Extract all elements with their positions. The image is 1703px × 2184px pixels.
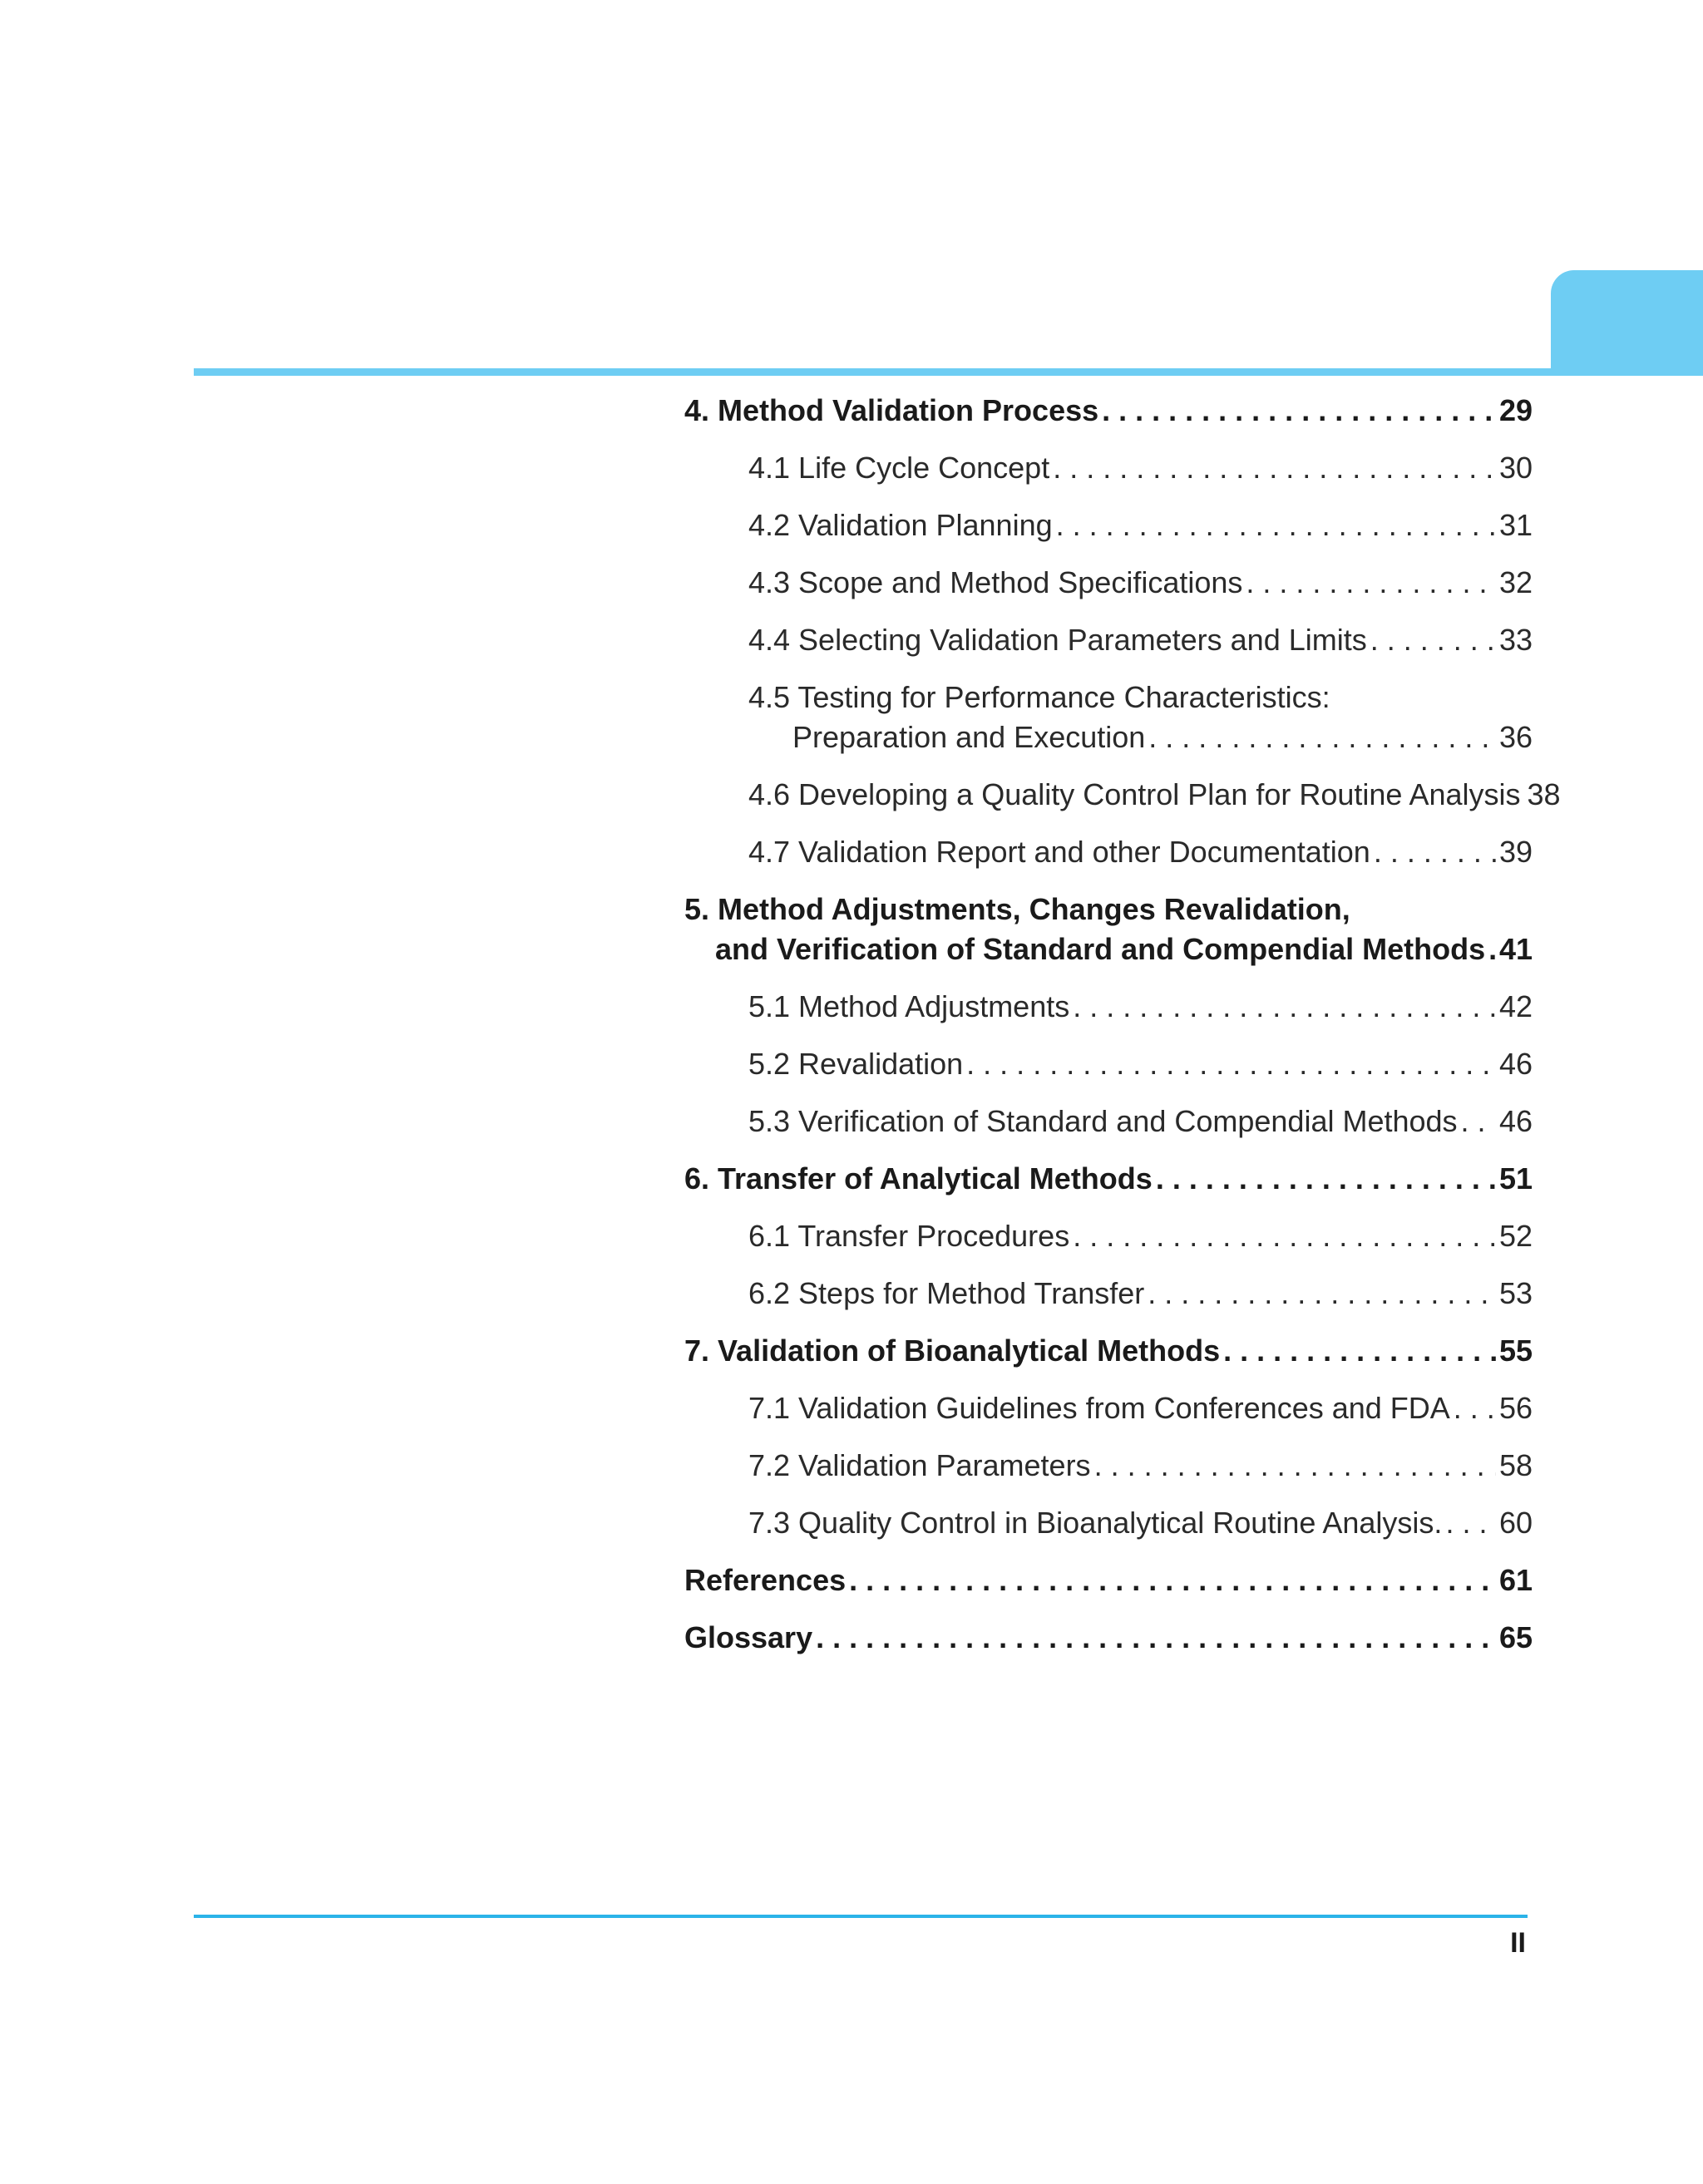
toc-entry-page: 58 bbox=[1498, 1448, 1533, 1482]
toc-entry-page: 33 bbox=[1498, 623, 1533, 657]
toc-entry-title: 6. Transfer of Analytical Methods bbox=[684, 1161, 1153, 1196]
toc-entry-page: 39 bbox=[1498, 835, 1533, 869]
dot-leader bbox=[1148, 1274, 1496, 1314]
table-of-contents bbox=[684, 391, 1561, 1675]
toc-entry-title: 4. Method Validation Process bbox=[684, 393, 1099, 427]
toc-entry-title-continued: Preparation and Execution bbox=[792, 720, 1146, 754]
dot-leader bbox=[1461, 1102, 1496, 1141]
toc-entry-title: 4.4 Selecting Validation Parameters and Limits bbox=[748, 623, 1367, 657]
toc-entry-5-2[interactable] bbox=[684, 1044, 1533, 1084]
corner-tab bbox=[1551, 270, 1703, 376]
dot-leader bbox=[1094, 1446, 1496, 1486]
toc-entry-7-2[interactable] bbox=[684, 1446, 1533, 1486]
toc-entry-title: 4.6 Developing a Quality Control Plan for Routine Analysis bbox=[748, 777, 1521, 811]
dot-leader bbox=[1053, 448, 1496, 488]
toc-entry-page: 65 bbox=[1498, 1620, 1533, 1654]
dot-leader bbox=[966, 1044, 1496, 1084]
toc-entry-6[interactable] bbox=[684, 1159, 1533, 1199]
dot-leader bbox=[1073, 1216, 1496, 1256]
toc-entry-page: 60 bbox=[1498, 1506, 1533, 1540]
dot-leader bbox=[1246, 563, 1496, 603]
toc-entry-title: 4.5 Testing for Performance Characteristics: bbox=[748, 680, 1330, 714]
toc-entry-title: 5.2 Revalidation bbox=[748, 1047, 964, 1081]
toc-entry-page: 30 bbox=[1498, 451, 1533, 485]
toc-entry-page: 38 bbox=[1527, 777, 1561, 811]
toc-entry-title: 5. Method Adjustments, Changes Revalidation, bbox=[684, 892, 1350, 926]
toc-entry-7-3[interactable] bbox=[684, 1503, 1533, 1543]
toc-entry-page: 56 bbox=[1498, 1391, 1533, 1425]
dot-leader bbox=[1073, 987, 1496, 1027]
toc-entry-page: 32 bbox=[1498, 565, 1533, 599]
toc-entry-page: 61 bbox=[1498, 1563, 1533, 1597]
page-number: II bbox=[1510, 1927, 1526, 1959]
toc-entry-title: 7.2 Validation Parameters bbox=[748, 1448, 1091, 1482]
dot-leader bbox=[1148, 717, 1496, 757]
toc-entry-4-2[interactable] bbox=[684, 505, 1533, 545]
toc-entry-4-6[interactable] bbox=[684, 775, 1561, 815]
toc-entry-title: References bbox=[684, 1563, 847, 1597]
toc-entry-title: 7. Validation of Bioanalytical Methods bbox=[684, 1334, 1221, 1368]
toc-entry-7-1[interactable] bbox=[684, 1388, 1533, 1428]
toc-entry-7[interactable] bbox=[684, 1331, 1533, 1371]
toc-entry-title: 5.3 Verification of Standard and Compendial Methods bbox=[748, 1104, 1458, 1138]
toc-entry-page: 55 bbox=[1498, 1334, 1533, 1368]
toc-entry-page: 36 bbox=[1498, 720, 1533, 754]
header-rule bbox=[194, 368, 1703, 376]
dot-leader bbox=[1488, 929, 1496, 969]
toc-entry-page: 46 bbox=[1498, 1047, 1533, 1081]
toc-entry-references[interactable] bbox=[684, 1560, 1533, 1600]
dot-leader bbox=[1223, 1331, 1496, 1371]
toc-entry-title: 7.3 Quality Control in Bioanalytical Routine Analysis. bbox=[748, 1506, 1443, 1540]
toc-entry-4-4[interactable] bbox=[684, 620, 1533, 660]
toc-entry-title: 4.7 Validation Report and other Documentation bbox=[748, 835, 1370, 869]
toc-entry-page: 52 bbox=[1498, 1219, 1533, 1253]
toc-entry-page: 41 bbox=[1498, 932, 1533, 966]
toc-entry-title: 6.2 Steps for Method Transfer bbox=[748, 1276, 1145, 1310]
toc-entry-title: 4.2 Validation Planning bbox=[748, 508, 1053, 542]
dot-leader bbox=[1445, 1503, 1496, 1543]
toc-entry-6-1[interactable] bbox=[684, 1216, 1533, 1256]
dot-leader bbox=[1454, 1388, 1496, 1428]
toc-entry-page: 31 bbox=[1498, 508, 1533, 542]
dot-leader bbox=[1056, 505, 1496, 545]
toc-entry-page: 42 bbox=[1498, 989, 1533, 1023]
toc-entry-5-1[interactable] bbox=[684, 987, 1533, 1027]
toc-entry-title: 7.1 Validation Guidelines from Conferences and FDA bbox=[748, 1391, 1450, 1425]
dot-leader bbox=[1102, 391, 1496, 431]
toc-entry-page: 29 bbox=[1498, 393, 1533, 427]
toc-entry-glossary[interactable] bbox=[684, 1618, 1533, 1658]
dot-leader bbox=[1374, 832, 1496, 872]
toc-entry-page: 46 bbox=[1498, 1104, 1533, 1138]
toc-entry-4-5[interactable] bbox=[684, 678, 1533, 757]
toc-entry-5[interactable] bbox=[684, 890, 1533, 969]
dot-leader bbox=[849, 1560, 1496, 1600]
toc-entry-title: Glossary bbox=[684, 1620, 813, 1654]
toc-entry-title: 6.1 Transfer Procedures bbox=[748, 1219, 1070, 1253]
toc-entry-title: 5.1 Method Adjustments bbox=[748, 989, 1070, 1023]
dot-leader bbox=[1370, 620, 1496, 660]
toc-entry-title-continued: and Verification of Standard and Compendial Methods bbox=[715, 932, 1486, 966]
toc-entry-title: 4.1 Life Cycle Concept bbox=[748, 451, 1050, 485]
toc-entry-5-3[interactable] bbox=[684, 1102, 1533, 1141]
toc-entry-page: 51 bbox=[1498, 1161, 1533, 1196]
toc-entry-4-1[interactable] bbox=[684, 448, 1533, 488]
toc-entry-6-2[interactable] bbox=[684, 1274, 1533, 1314]
dot-leader bbox=[1156, 1159, 1496, 1199]
toc-entry-4-7[interactable] bbox=[684, 832, 1533, 872]
footer-rule bbox=[194, 1915, 1528, 1918]
toc-entry-4-3[interactable] bbox=[684, 563, 1533, 603]
toc-entry-page: 53 bbox=[1498, 1276, 1533, 1310]
toc-entry-title: 4.3 Scope and Method Specifications bbox=[748, 565, 1243, 599]
dot-leader bbox=[816, 1618, 1496, 1658]
toc-entry-4[interactable] bbox=[684, 391, 1533, 431]
